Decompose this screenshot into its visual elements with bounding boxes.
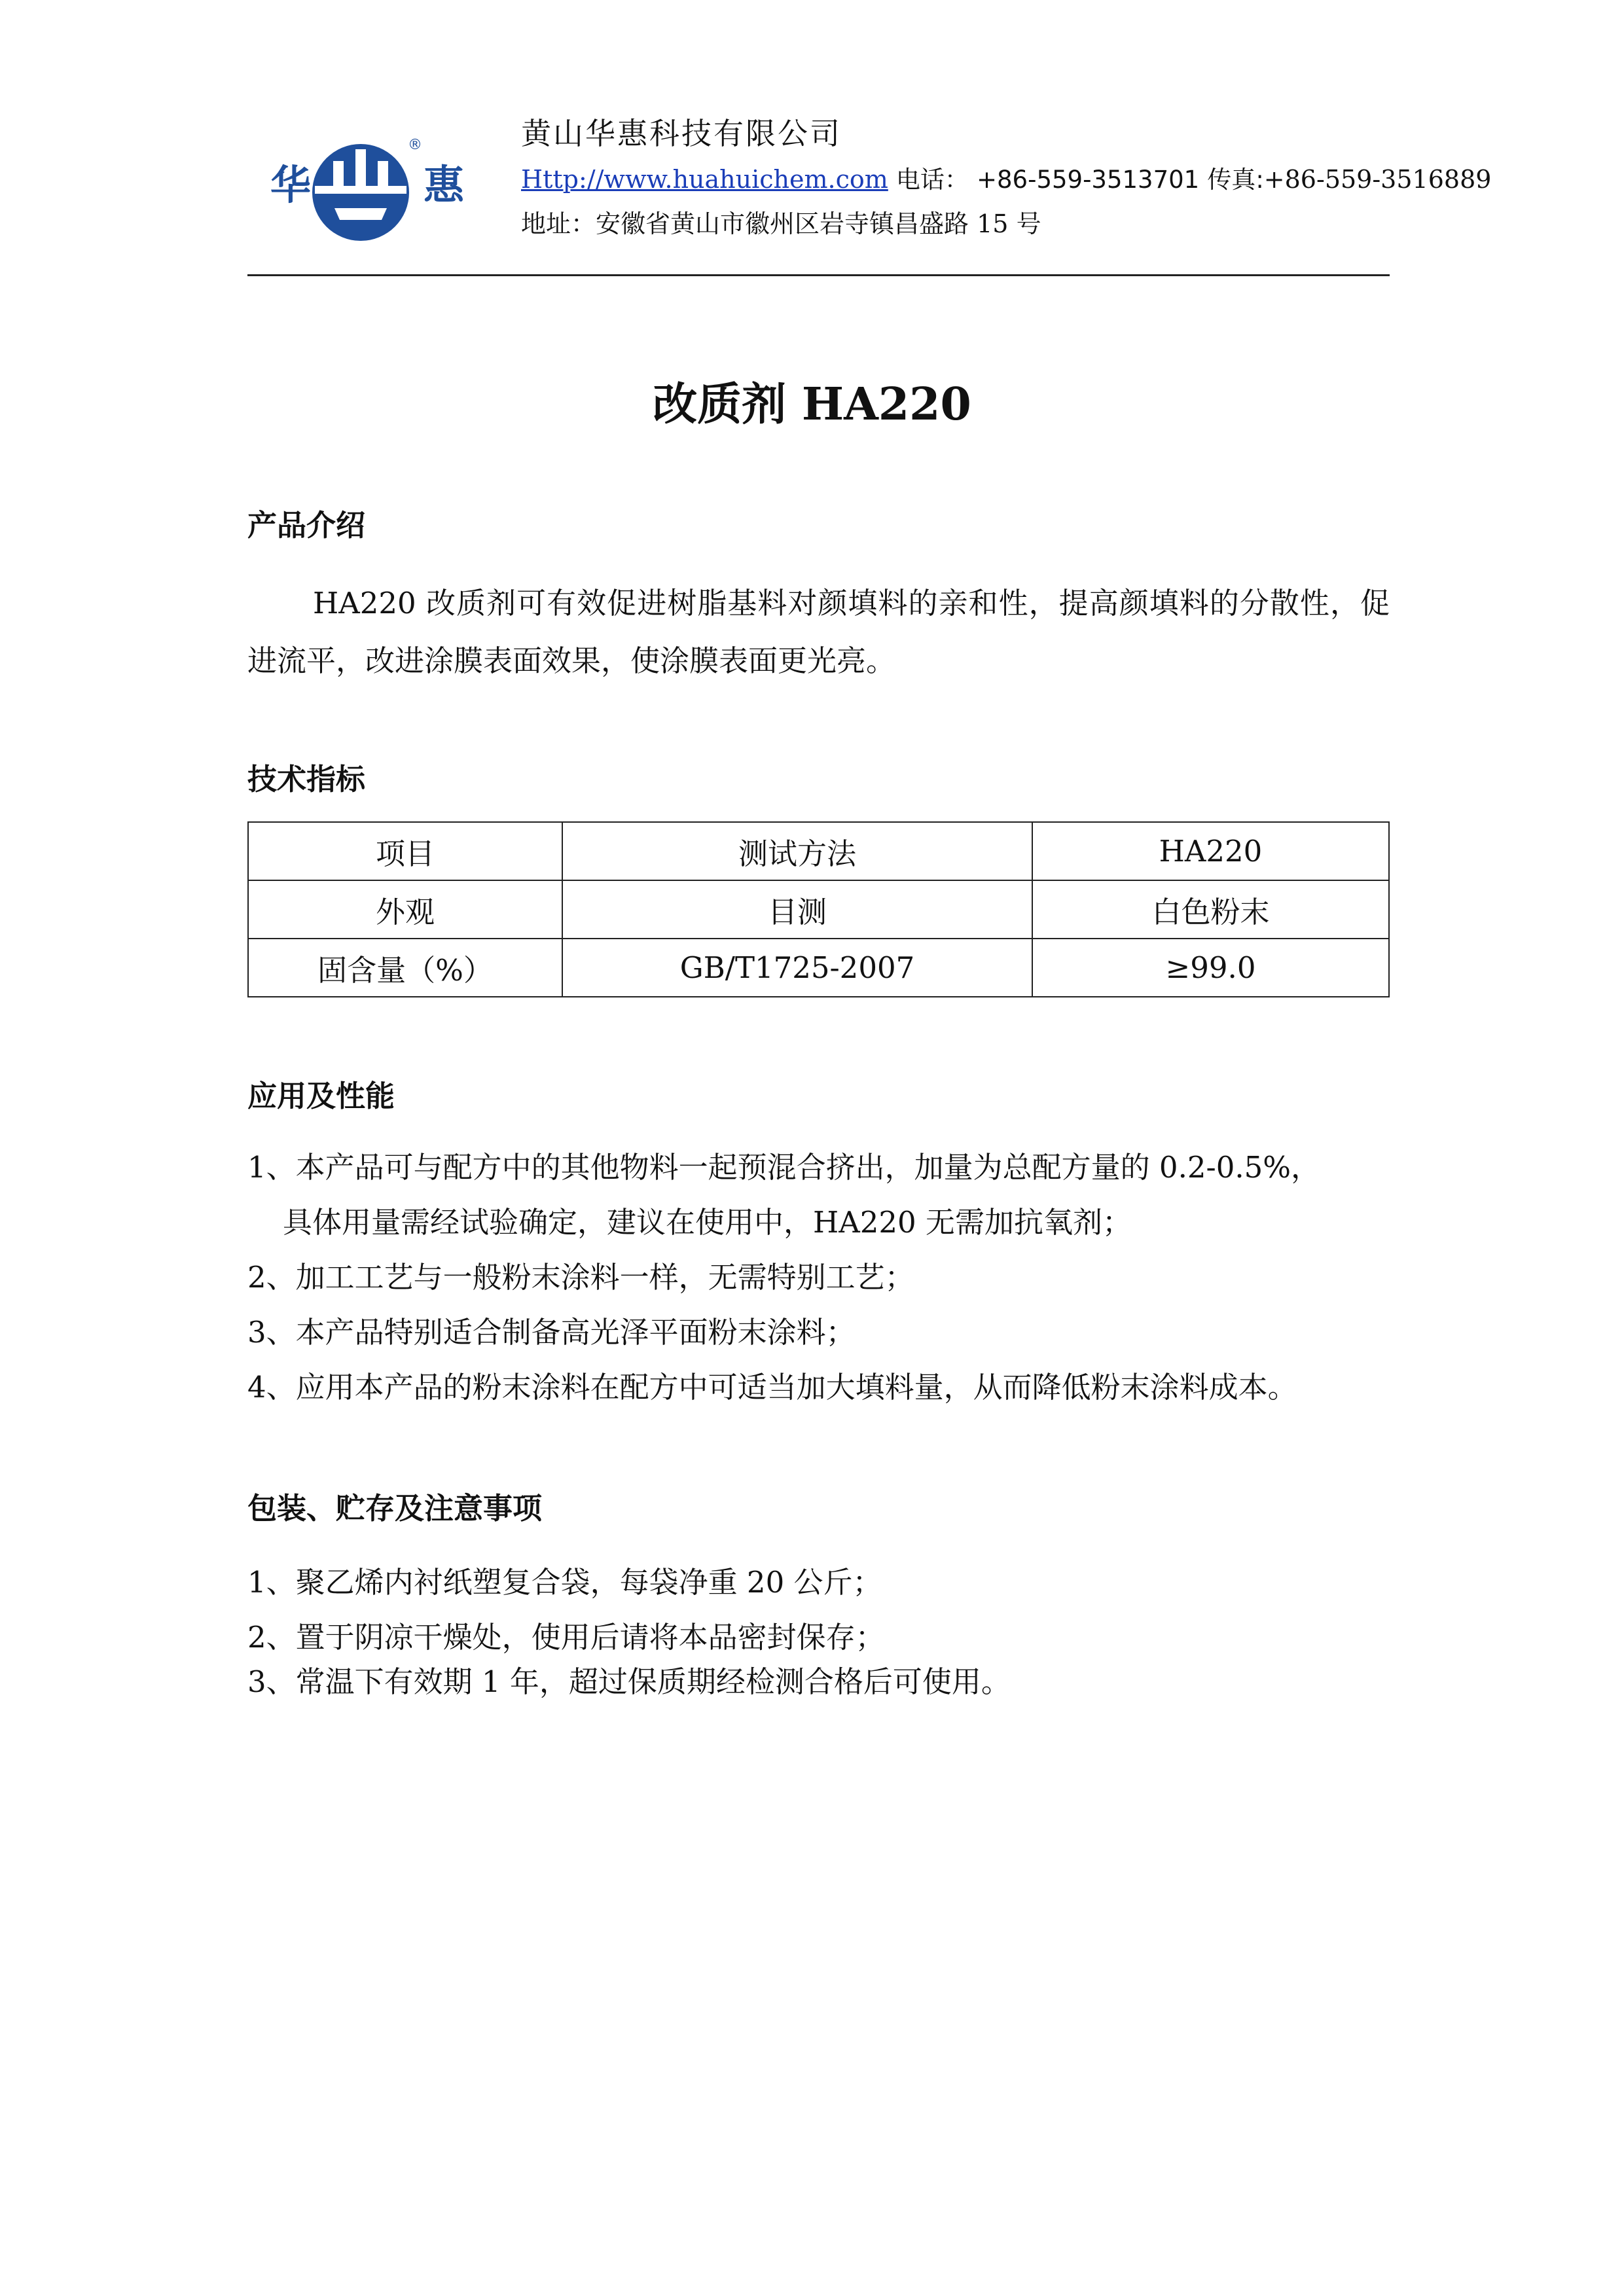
list-item: 3、本产品特别适合制备高光泽平面粉末涂料； [247, 1315, 856, 1350]
list-item: 1、聚乙烯内衬纸塑复合袋，每袋净重 20 公斤； [247, 1565, 882, 1600]
company-name: 黄山华惠科技有限公司 [521, 116, 842, 151]
list-item: 2、置于阴凉干燥处，使用后请将本品密封保存； [247, 1620, 885, 1655]
logo-char-right: 惠 [424, 161, 465, 209]
table-cell: GB/T1725-2007 [562, 939, 1032, 997]
registered-mark: ® [408, 137, 422, 153]
table-cell: 目测 [562, 880, 1032, 939]
address-number: 15 [977, 209, 1009, 238]
list-item: 1、本产品可与配方中的其他物料一起预混合挤出，加量为总配方量的 0.2-0.5%， [247, 1150, 1321, 1185]
intro-paragraph: HA220 改质剂可有效促进树脂基料对颜填料的亲和性，提高颜填料的分散性，促进流平，改进涂膜表面效果，使涂膜表面更光亮。 [247, 586, 1390, 678]
spec-table [247, 821, 1390, 997]
fax-number: +86-559-3516889 [1263, 165, 1492, 194]
table-cell: 外观 [248, 880, 562, 939]
company-logo [265, 131, 465, 249]
address-suffix: 号 [1016, 209, 1041, 238]
section-heading-specs: 技术指标 [247, 762, 366, 797]
table-cell: 白色粉末 [1032, 880, 1389, 939]
list-item: 2、加工工艺与一般粉末涂料一样，无需特别工艺； [247, 1260, 914, 1295]
website-link[interactable]: Http://www.huahuichem.com [521, 165, 888, 194]
table-row [248, 880, 1389, 939]
table-cell: ≥99.0 [1032, 939, 1389, 997]
section-heading-intro: 产品介绍 [247, 508, 366, 543]
contact-line: Http://www.huahuichem.com 电话： +86-559-3513701 传真:+86-559-3516889 [521, 165, 1492, 194]
header-divider [247, 274, 1390, 276]
table-header-cell: 项目 [248, 822, 562, 880]
table-header-cell: 测试方法 [562, 822, 1032, 880]
address-line [521, 208, 1041, 240]
list-item: 3、常温下有效期 1 年，超过保质期经检测合格后可使用。 [247, 1664, 1011, 1699]
list-item-continuation: 具体用量需经试验确定，建议在使用中，HA220 无需加抗氧剂； [283, 1205, 1132, 1240]
list-item: 4、应用本产品的粉末涂料在配方中可适当加大填料量，从而降低粉末涂料成本。 [247, 1370, 1297, 1405]
fax-label: 传真 [1207, 166, 1256, 194]
logo-emblem-icon [308, 135, 420, 246]
address-text: 安徽省黄山市徽州区岩寺镇昌盛路 [596, 209, 969, 238]
phone-label: 电话： [895, 166, 969, 194]
document-title: 改质剂 HA220 [653, 378, 971, 431]
address-label: 地址： [521, 209, 596, 238]
section-heading-packaging: 包装、贮存及注意事项 [247, 1491, 543, 1526]
table-header-row [248, 822, 1389, 880]
table-row [248, 939, 1389, 997]
table-cell: 固含量（%） [248, 939, 562, 997]
section-heading-application: 应用及性能 [247, 1079, 395, 1113]
phone-number: +86-559-3513701 [977, 166, 1200, 194]
table-header-cell: HA220 [1032, 822, 1389, 880]
logo-char-left: 华 [270, 161, 312, 209]
